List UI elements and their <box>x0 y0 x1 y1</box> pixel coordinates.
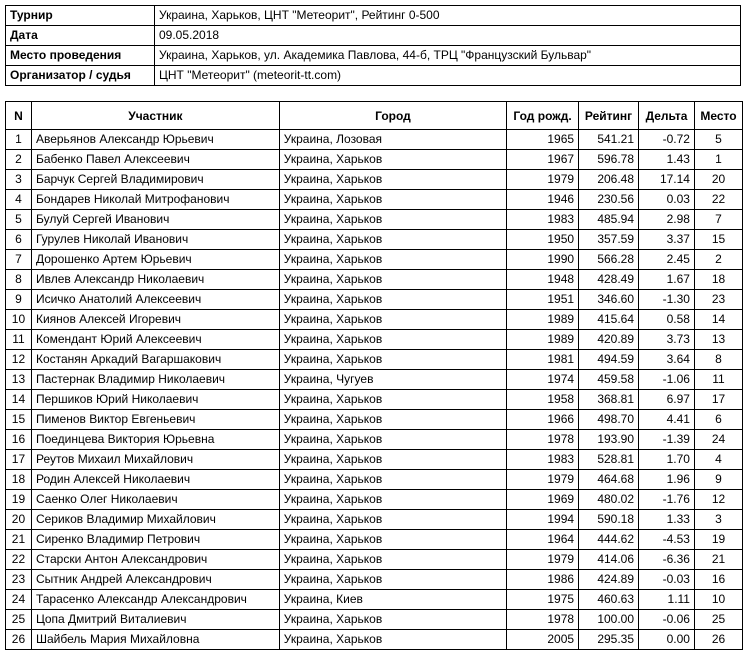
cell-city: Украина, Чугуев <box>279 370 506 390</box>
cell-place: 20 <box>694 170 742 190</box>
cell-rating: 460.63 <box>579 590 639 610</box>
cell-participant: Саенко Олег Николаевич <box>31 490 279 510</box>
cell-place: 6 <box>694 410 742 430</box>
table-row <box>6 290 743 310</box>
cell-number: 8 <box>6 270 32 290</box>
cell-birth-year: 1946 <box>507 190 579 210</box>
cell-participant: Пименов Виктор Евгеньевич <box>31 410 279 430</box>
cell-number: 12 <box>6 350 32 370</box>
cell-city: Украина, Харьков <box>279 510 506 530</box>
info-value: 09.05.2018 <box>155 26 741 46</box>
cell-delta: -0.72 <box>639 130 695 150</box>
column-header-birth-year: Год рожд. <box>507 102 579 130</box>
table-row <box>6 130 743 150</box>
cell-rating: 414.06 <box>579 550 639 570</box>
cell-place: 8 <box>694 350 742 370</box>
cell-number: 22 <box>6 550 32 570</box>
cell-place: 2 <box>694 250 742 270</box>
table-row <box>6 190 743 210</box>
cell-city: Украина, Харьков <box>279 170 506 190</box>
cell-birth-year: 1965 <box>507 130 579 150</box>
cell-participant: Булуй Сергей Иванович <box>31 210 279 230</box>
table-row <box>6 570 743 590</box>
cell-birth-year: 1948 <box>507 270 579 290</box>
cell-delta: 2.45 <box>639 250 695 270</box>
cell-delta: 3.37 <box>639 230 695 250</box>
cell-birth-year: 1974 <box>507 370 579 390</box>
cell-place: 23 <box>694 290 742 310</box>
info-row <box>6 6 741 26</box>
cell-city: Украина, Харьков <box>279 150 506 170</box>
cell-place: 13 <box>694 330 742 350</box>
cell-number: 26 <box>6 630 32 650</box>
cell-place: 11 <box>694 370 742 390</box>
cell-birth-year: 1986 <box>507 570 579 590</box>
results-body <box>6 130 743 650</box>
cell-rating: 346.60 <box>579 290 639 310</box>
cell-delta: 1.43 <box>639 150 695 170</box>
cell-number: 14 <box>6 390 32 410</box>
cell-place: 26 <box>694 630 742 650</box>
cell-number: 6 <box>6 230 32 250</box>
cell-place: 5 <box>694 130 742 150</box>
cell-number: 20 <box>6 510 32 530</box>
cell-delta: 0.58 <box>639 310 695 330</box>
cell-city: Украина, Харьков <box>279 330 506 350</box>
table-row <box>6 390 743 410</box>
table-row <box>6 250 743 270</box>
cell-participant: Киянов Алексей Игоревич <box>31 310 279 330</box>
cell-number: 21 <box>6 530 32 550</box>
cell-rating: 498.70 <box>579 410 639 430</box>
info-label: Место проведения <box>6 46 155 66</box>
cell-participant: Старски Антон Александрович <box>31 550 279 570</box>
cell-city: Украина, Харьков <box>279 570 506 590</box>
cell-participant: Пастернак Владимир Николаевич <box>31 370 279 390</box>
cell-participant: Першиков Юрий Николаевич <box>31 390 279 410</box>
cell-birth-year: 1994 <box>507 510 579 530</box>
info-row <box>6 26 741 46</box>
cell-delta: 0.00 <box>639 630 695 650</box>
cell-delta: 1.11 <box>639 590 695 610</box>
table-row <box>6 590 743 610</box>
cell-delta: -1.06 <box>639 370 695 390</box>
info-value: ЦНТ "Метеорит" (meteorit-tt.com) <box>155 66 741 86</box>
cell-participant: Сиренко Владимир Петрович <box>31 530 279 550</box>
cell-rating: 368.81 <box>579 390 639 410</box>
cell-birth-year: 1969 <box>507 490 579 510</box>
cell-number: 9 <box>6 290 32 310</box>
column-header-participant: Участник <box>31 102 279 130</box>
cell-delta: 4.41 <box>639 410 695 430</box>
cell-birth-year: 1964 <box>507 530 579 550</box>
column-header-number: N <box>6 102 32 130</box>
cell-delta: -0.06 <box>639 610 695 630</box>
cell-birth-year: 1979 <box>507 170 579 190</box>
cell-rating: 596.78 <box>579 150 639 170</box>
cell-number: 10 <box>6 310 32 330</box>
table-row <box>6 230 743 250</box>
cell-place: 14 <box>694 310 742 330</box>
cell-city: Украина, Харьков <box>279 210 506 230</box>
cell-participant: Родин Алексей Николаевич <box>31 470 279 490</box>
info-row <box>6 66 741 86</box>
cell-city: Украина, Харьков <box>279 270 506 290</box>
info-label: Организатор / судья <box>6 66 155 86</box>
cell-rating: 464.68 <box>579 470 639 490</box>
cell-birth-year: 1950 <box>507 230 579 250</box>
cell-number: 23 <box>6 570 32 590</box>
cell-participant: Исичко Анатолий Алексеевич <box>31 290 279 310</box>
cell-delta: -6.36 <box>639 550 695 570</box>
cell-city: Украина, Харьков <box>279 290 506 310</box>
cell-number: 16 <box>6 430 32 450</box>
cell-delta: 17.14 <box>639 170 695 190</box>
cell-delta: 3.73 <box>639 330 695 350</box>
cell-number: 4 <box>6 190 32 210</box>
cell-birth-year: 2005 <box>507 630 579 650</box>
cell-number: 15 <box>6 410 32 430</box>
cell-delta: 6.97 <box>639 390 695 410</box>
cell-city: Украина, Харьков <box>279 490 506 510</box>
cell-delta: -4.53 <box>639 530 695 550</box>
cell-city: Украина, Харьков <box>279 530 506 550</box>
cell-city: Украина, Харьков <box>279 610 506 630</box>
cell-birth-year: 1978 <box>507 610 579 630</box>
cell-rating: 100.00 <box>579 610 639 630</box>
cell-participant: Реутов Михаил Михайлович <box>31 450 279 470</box>
cell-city: Украина, Лозовая <box>279 130 506 150</box>
cell-place: 21 <box>694 550 742 570</box>
cell-delta: -1.30 <box>639 290 695 310</box>
cell-rating: 494.59 <box>579 350 639 370</box>
cell-rating: 541.21 <box>579 130 639 150</box>
cell-participant: Дорошенко Артем Юрьевич <box>31 250 279 270</box>
cell-place: 15 <box>694 230 742 250</box>
cell-birth-year: 1981 <box>507 350 579 370</box>
cell-rating: 295.35 <box>579 630 639 650</box>
info-value: Украина, Харьков, ЦНТ "Метеорит", Рейтинг 0-500 <box>155 6 741 26</box>
cell-number: 24 <box>6 590 32 610</box>
cell-place: 12 <box>694 490 742 510</box>
cell-place: 22 <box>694 190 742 210</box>
cell-place: 17 <box>694 390 742 410</box>
cell-rating: 420.89 <box>579 330 639 350</box>
cell-number: 11 <box>6 330 32 350</box>
cell-participant: Гурулев Николай Иванович <box>31 230 279 250</box>
cell-birth-year: 1983 <box>507 450 579 470</box>
info-label: Дата <box>6 26 155 46</box>
cell-city: Украина, Харьков <box>279 230 506 250</box>
cell-birth-year: 1989 <box>507 330 579 350</box>
cell-number: 2 <box>6 150 32 170</box>
info-row <box>6 46 741 66</box>
table-row <box>6 530 743 550</box>
cell-birth-year: 1978 <box>507 430 579 450</box>
cell-rating: 590.18 <box>579 510 639 530</box>
cell-place: 18 <box>694 270 742 290</box>
cell-participant: Бабенко Павел Алексеевич <box>31 150 279 170</box>
cell-city: Украина, Харьков <box>279 470 506 490</box>
cell-rating: 193.90 <box>579 430 639 450</box>
info-label: Турнир <box>6 6 155 26</box>
cell-delta: 3.64 <box>639 350 695 370</box>
cell-participant: Ивлев Александр Николаевич <box>31 270 279 290</box>
table-row <box>6 150 743 170</box>
cell-rating: 528.81 <box>579 450 639 470</box>
cell-participant: Костанян Аркадий Вагаршакович <box>31 350 279 370</box>
cell-rating: 480.02 <box>579 490 639 510</box>
cell-city: Украина, Харьков <box>279 450 506 470</box>
cell-delta: -1.76 <box>639 490 695 510</box>
table-row <box>6 610 743 630</box>
cell-delta: 0.03 <box>639 190 695 210</box>
cell-place: 25 <box>694 610 742 630</box>
cell-birth-year: 1990 <box>507 250 579 270</box>
cell-place: 3 <box>694 510 742 530</box>
cell-birth-year: 1951 <box>507 290 579 310</box>
cell-delta: -0.03 <box>639 570 695 590</box>
cell-rating: 485.94 <box>579 210 639 230</box>
cell-participant: Комендант Юрий Алексеевич <box>31 330 279 350</box>
cell-participant: Барчук Сергей Владимирович <box>31 170 279 190</box>
cell-city: Украина, Харьков <box>279 310 506 330</box>
table-row <box>6 450 743 470</box>
cell-participant: Сытник Андрей Александрович <box>31 570 279 590</box>
cell-rating: 424.89 <box>579 570 639 590</box>
cell-number: 13 <box>6 370 32 390</box>
table-row <box>6 210 743 230</box>
cell-birth-year: 1975 <box>507 590 579 610</box>
cell-city: Украина, Киев <box>279 590 506 610</box>
cell-place: 4 <box>694 450 742 470</box>
cell-number: 5 <box>6 210 32 230</box>
cell-birth-year: 1967 <box>507 150 579 170</box>
cell-city: Украина, Харьков <box>279 390 506 410</box>
table-row <box>6 170 743 190</box>
table-row <box>6 370 743 390</box>
cell-number: 18 <box>6 470 32 490</box>
table-row <box>6 470 743 490</box>
cell-birth-year: 1966 <box>507 410 579 430</box>
cell-number: 19 <box>6 490 32 510</box>
cell-birth-year: 1979 <box>507 550 579 570</box>
results-header <box>6 102 743 130</box>
column-header-delta: Дельта <box>639 102 695 130</box>
cell-delta: 1.96 <box>639 470 695 490</box>
cell-place: 1 <box>694 150 742 170</box>
cell-delta: 1.33 <box>639 510 695 530</box>
cell-city: Украина, Харьков <box>279 410 506 430</box>
cell-participant: Бондарев Николай Митрофанович <box>31 190 279 210</box>
table-row <box>6 550 743 570</box>
cell-rating: 357.59 <box>579 230 639 250</box>
cell-rating: 444.62 <box>579 530 639 550</box>
cell-birth-year: 1979 <box>507 470 579 490</box>
cell-number: 25 <box>6 610 32 630</box>
cell-number: 1 <box>6 130 32 150</box>
cell-rating: 415.64 <box>579 310 639 330</box>
table-row <box>6 630 743 650</box>
cell-delta: 1.70 <box>639 450 695 470</box>
cell-participant: Аверьянов Александр Юрьевич <box>31 130 279 150</box>
cell-number: 7 <box>6 250 32 270</box>
column-header-city: Город <box>279 102 506 130</box>
cell-city: Украина, Харьков <box>279 250 506 270</box>
cell-participant: Поединцева Виктория Юрьевна <box>31 430 279 450</box>
cell-city: Украина, Харьков <box>279 630 506 650</box>
cell-participant: Шайбель Мария Михайловна <box>31 630 279 650</box>
cell-rating: 206.48 <box>579 170 639 190</box>
column-header-rating: Рейтинг <box>579 102 639 130</box>
table-row <box>6 410 743 430</box>
table-row <box>6 330 743 350</box>
cell-place: 19 <box>694 530 742 550</box>
cell-city: Украина, Харьков <box>279 550 506 570</box>
cell-place: 7 <box>694 210 742 230</box>
cell-participant: Сериков Владимир Михайлович <box>31 510 279 530</box>
table-row <box>6 490 743 510</box>
cell-rating: 566.28 <box>579 250 639 270</box>
table-row <box>6 270 743 290</box>
cell-birth-year: 1958 <box>507 390 579 410</box>
cell-delta: -1.39 <box>639 430 695 450</box>
header-row <box>6 102 743 130</box>
cell-participant: Цопа Дмитрий Виталиевич <box>31 610 279 630</box>
table-row <box>6 310 743 330</box>
cell-rating: 459.58 <box>579 370 639 390</box>
cell-number: 3 <box>6 170 32 190</box>
cell-place: 9 <box>694 470 742 490</box>
cell-delta: 1.67 <box>639 270 695 290</box>
cell-city: Украина, Харьков <box>279 430 506 450</box>
table-row <box>6 510 743 530</box>
info-value: Украина, Харьков, ул. Академика Павлова, 44-б, ТРЦ "Французский Бульвар" <box>155 46 741 66</box>
tournament-info-table <box>5 5 741 86</box>
cell-place: 10 <box>694 590 742 610</box>
cell-city: Украина, Харьков <box>279 350 506 370</box>
cell-city: Украина, Харьков <box>279 190 506 210</box>
cell-place: 16 <box>694 570 742 590</box>
cell-delta: 2.98 <box>639 210 695 230</box>
results-table <box>5 101 743 650</box>
cell-rating: 230.56 <box>579 190 639 210</box>
table-row <box>6 350 743 370</box>
cell-number: 17 <box>6 450 32 470</box>
table-row <box>6 430 743 450</box>
cell-rating: 428.49 <box>579 270 639 290</box>
cell-birth-year: 1983 <box>507 210 579 230</box>
cell-birth-year: 1989 <box>507 310 579 330</box>
cell-participant: Тарасенко Александр Александрович <box>31 590 279 610</box>
tournament-info-body <box>6 6 741 86</box>
cell-place: 24 <box>694 430 742 450</box>
column-header-place: Место <box>694 102 742 130</box>
